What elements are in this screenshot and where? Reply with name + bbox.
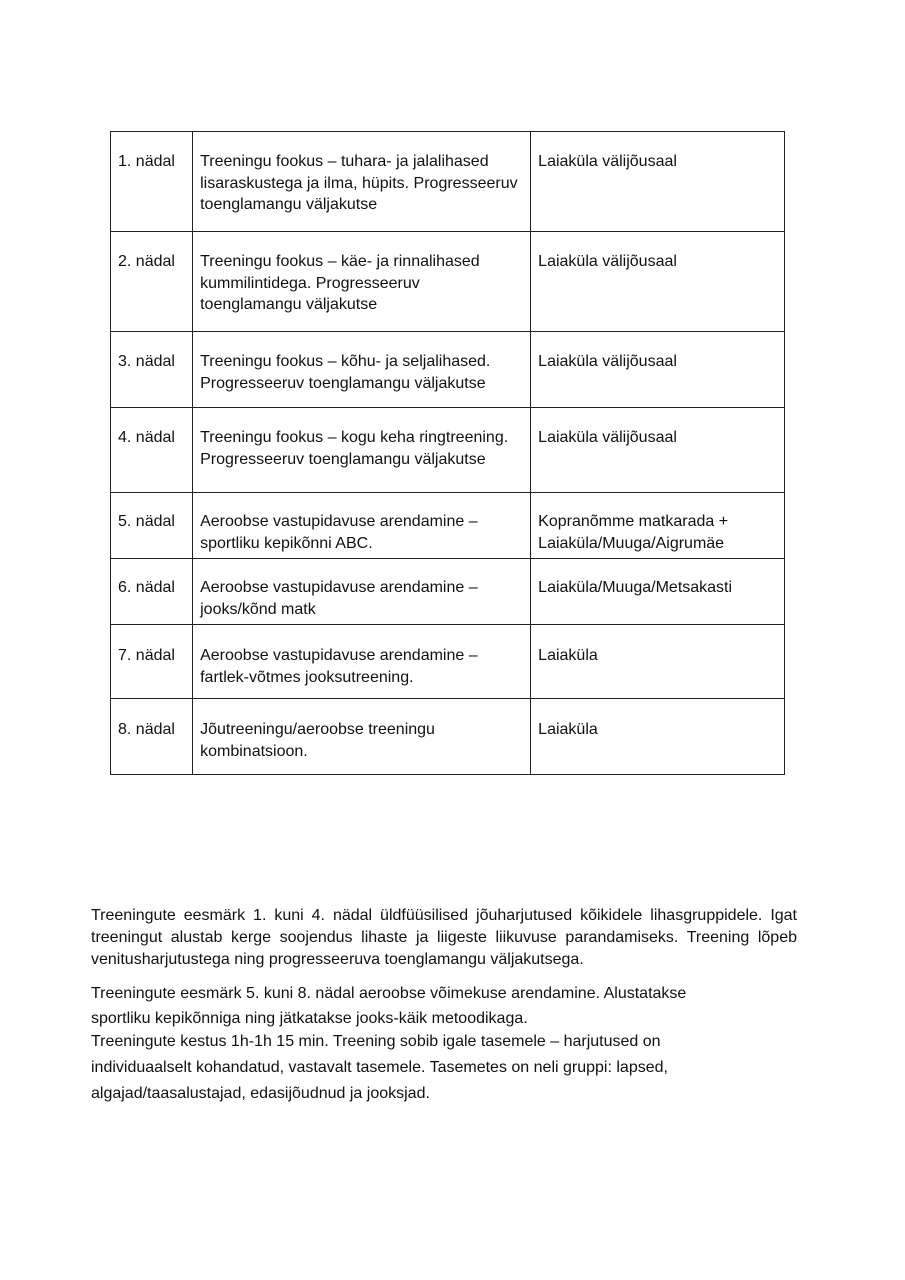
duration-levels-paragraph: Treeningute kestus 1h-1h 15 min. Treening sobib igale tasemele – harjutused on individuaalselt kohandatud, vastavalt tasemele. Tasemetes on neli gruppi: lapsed, algajad/taasalustajad, edasijõudnud ja jooksjad. [91,1033,668,1102]
location-cell: Laiaküla [531,625,785,699]
focus-cell: Aeroobse vastupidavuse arendamine – sportliku kepikõnni ABC. [193,493,531,559]
focus-cell: Aeroobse vastupidavuse arendamine – fartlek-võtmes jooksutreening. [193,625,531,699]
week-cell: 2. nädal [111,232,193,332]
table-row [111,132,785,232]
focus-cell: Jõutreeningu/aeroobse treeningu kombinatsioon. [193,699,531,775]
training-schedule-table [110,131,785,775]
table-row [111,699,785,775]
table-row [111,332,785,408]
focus-cell: Aeroobse vastupidavuse arendamine – jooks/kõnd matk [193,559,531,625]
week-cell: 7. nädal [111,625,193,699]
location-cell: Laiaküla [531,699,785,775]
week-cell: 5. nädal [111,493,193,559]
goals-weeks-1-4-paragraph: Treeningute eesmärk 1. kuni 4. nädal üldfüüsilised jõuharjutused kõikidele lihasgruppidele. Igat treeningut alustab kerge soojendus lihaste ja liigeste liikuvuse parandamiseks. Treening lõpeb venitusharjutustega ning progresseeruva toenglamangu väljakutsega. [91,907,797,968]
location-cell: Kopranõmme matkarada + Laiaküla/Muuga/Aigrumäe [531,493,785,559]
week-cell: 4. nädal [111,408,193,493]
location-cell: Laiaküla välijõusaal [531,332,785,408]
table-row [111,493,785,559]
table-row [111,559,785,625]
week-cell: 3. nädal [111,332,193,408]
week-cell: 8. nädal [111,699,193,775]
week-cell: 6. nädal [111,559,193,625]
focus-cell: Treeningu fookus – tuhara- ja jalalihased lisaraskustega ja ilma, hüpits. Progresseeruv toenglamangu väljakutse [193,132,531,232]
table-row [111,408,785,493]
location-cell: Laiaküla välijõusaal [531,232,785,332]
location-cell: Laiaküla välijõusaal [531,408,785,493]
location-cell: Laiaküla välijõusaal [531,132,785,232]
focus-cell: Treeningu fookus – kõhu- ja seljalihased. Progresseeruv toenglamangu väljakutse [193,332,531,408]
table-row [111,625,785,699]
week-cell: 1. nädal [111,132,193,232]
focus-cell: Treeningu fookus – kogu keha ringtreening. Progresseeruv toenglamangu väljakutse [193,408,531,493]
goals-weeks-5-8-paragraph: Treeningute eesmärk 5. kuni 8. nädal aeroobse võimekuse arendamine. Alustatakse sportliku kepikõnniga ning jätkatakse jooks-käik metoodikaga. [91,985,687,1027]
location-cell: Laiaküla/Muuga/Metsakasti [531,559,785,625]
table-row [111,232,785,332]
focus-cell: Treeningu fookus – käe- ja rinnalihased kummilintidega. Progresseeruv toenglamangu väljakutse [193,232,531,332]
